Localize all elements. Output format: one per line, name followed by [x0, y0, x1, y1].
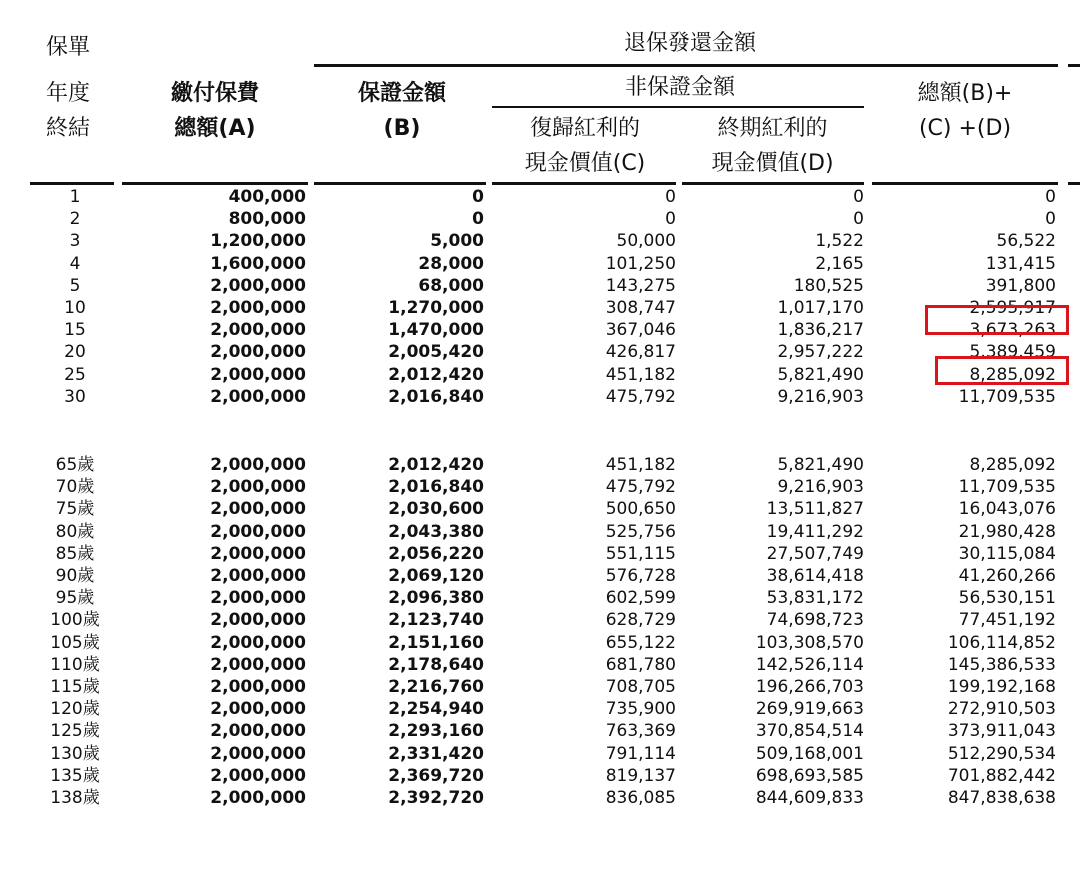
policy-year-cell: 138歲: [50, 788, 100, 808]
total-premium-cell: 2,000,000: [210, 677, 306, 697]
header-total-line1: 總額(B)+: [917, 81, 1013, 106]
reversionary-cell: 763,369: [605, 721, 676, 742]
guaranteed-cell: 2,043,380: [388, 521, 484, 542]
guaranteed-cell: 2,096,380: [388, 588, 484, 609]
policy-year-cell: 85歲: [55, 543, 95, 564]
guaranteed-cell: 2,016,840: [388, 386, 484, 407]
terminal-cell: 142,526,114: [755, 654, 864, 675]
header-terminal-line2: 現金價值(D): [711, 151, 834, 176]
total-premium-cell: 2,000,000: [210, 788, 306, 808]
guaranteed-cell: 2,123,740: [388, 610, 484, 631]
terminal-cell: 1,522: [815, 231, 864, 252]
guaranteed-cell: 2,331,420: [388, 743, 484, 764]
guaranteed-cell: 2,030,600: [388, 499, 484, 520]
terminal-cell: 19,411,292: [766, 521, 864, 542]
policy-year-cell: 20: [64, 342, 86, 363]
reversionary-cell: 308,747: [605, 298, 676, 318]
total-premium-cell: 2,000,000: [210, 765, 306, 786]
total-cell: 56,530,151: [958, 588, 1056, 609]
header-guaranteed-line2: (B): [383, 116, 421, 141]
total-cell: 0: [1045, 187, 1056, 207]
policy-year-cell: 5: [69, 275, 81, 296]
policy-year-cell: 100歲: [50, 610, 100, 631]
guaranteed-cell: 2,254,940: [388, 699, 484, 720]
policy-year-cell: 15: [64, 320, 86, 341]
terminal-cell: 0: [853, 187, 864, 207]
policy-year-cell: 125歲: [50, 721, 100, 742]
total-premium-cell: 2,000,000: [210, 521, 306, 542]
total-cell: 11,709,535: [958, 386, 1056, 407]
total-premium-cell: 2,000,000: [210, 632, 306, 653]
total-cell: 373,911,043: [947, 721, 1056, 742]
terminal-cell: 1,017,170: [777, 298, 864, 318]
total-premium-cell: 2,000,000: [210, 364, 306, 385]
terminal-cell: 5,821,490: [777, 364, 864, 385]
guaranteed-cell: 2,012,420: [388, 364, 484, 385]
policy-year-cell: 75歲: [55, 499, 95, 520]
terminal-cell: 53,831,172: [766, 588, 864, 609]
guaranteed-cell: 1,470,000: [388, 320, 484, 341]
terminal-cell: 13,511,827: [766, 499, 864, 520]
total-premium-cell: 2,000,000: [210, 610, 306, 631]
guaranteed-cell: 2,178,640: [388, 654, 484, 675]
total-cell: 199,192,168: [947, 677, 1056, 697]
policy-year-cell: 115歲: [50, 677, 100, 697]
guaranteed-cell: 2,069,120: [388, 566, 484, 586]
policy-year-cell: 30: [64, 386, 86, 407]
reversionary-cell: 708,705: [605, 677, 676, 697]
total-cell: 8,285,092: [969, 364, 1056, 385]
total-premium-cell: 2,000,000: [210, 342, 306, 363]
total-premium-cell: 2,000,000: [210, 499, 306, 520]
header-total-line2: (C) +(D): [918, 116, 1012, 141]
total-cell: 41,260,266: [958, 566, 1056, 586]
reversionary-cell: 500,650: [605, 499, 676, 520]
total-premium-cell: 1,200,000: [210, 231, 306, 252]
terminal-cell: 698,693,585: [755, 765, 864, 786]
reversionary-cell: 451,182: [605, 455, 676, 475]
total-premium-cell: 2,000,000: [210, 743, 306, 764]
terminal-cell: 180,525: [793, 275, 864, 296]
guaranteed-cell: 2,293,160: [388, 721, 484, 742]
policy-year-cell: 120歲: [50, 699, 100, 720]
total-premium-cell: 2,000,000: [210, 566, 306, 586]
total-premium-cell: 1,600,000: [210, 253, 306, 274]
highlight-box-row-10: [925, 305, 1069, 335]
total-cell: 0: [1045, 209, 1056, 230]
policy-year-cell: 65歲: [55, 455, 95, 475]
guaranteed-cell: 2,392,720: [388, 788, 484, 808]
total-premium-cell: 2,000,000: [210, 320, 306, 341]
terminal-cell: 370,854,514: [755, 721, 864, 742]
terminal-cell: 509,168,001: [755, 743, 864, 764]
terminal-cell: 1,836,217: [777, 320, 864, 341]
policy-year-cell: 4: [69, 253, 81, 274]
guaranteed-cell: 2,151,160: [388, 632, 484, 653]
terminal-cell: 5,821,490: [777, 455, 864, 475]
total-cell: 21,980,428: [958, 521, 1056, 542]
terminal-cell: 38,614,418: [766, 566, 864, 586]
total-cell: 16,043,076: [958, 499, 1056, 520]
guaranteed-cell: 68,000: [418, 275, 484, 296]
header-policy-year-line3: 終結: [46, 116, 91, 141]
total-cell: 701,882,442: [947, 765, 1056, 786]
terminal-cell: 2,957,222: [777, 342, 864, 363]
terminal-cell: 9,216,903: [777, 386, 864, 407]
total-premium-cell: 2,000,000: [210, 275, 306, 296]
reversionary-cell: 475,792: [605, 386, 676, 407]
highlight-box-row-20: [935, 356, 1069, 385]
total-cell: 512,290,534: [947, 743, 1056, 764]
total-premium-cell: 2,000,000: [210, 477, 306, 498]
policy-year-cell: 130歲: [50, 743, 100, 764]
policy-year-cell: 10: [64, 298, 86, 318]
total-premium-cell: 2,000,000: [210, 455, 306, 475]
reversionary-cell: 735,900: [605, 699, 676, 720]
policy-year-cell: 90歲: [55, 566, 95, 586]
total-premium-cell: 2,000,000: [210, 699, 306, 720]
guaranteed-cell: 0: [472, 209, 484, 230]
total-cell: 847,838,638: [947, 788, 1056, 808]
header-policy-year-line2: 年度: [46, 81, 91, 106]
reversionary-cell: 0: [665, 209, 676, 230]
policy-year-cell: 70歲: [55, 477, 95, 498]
reversionary-cell: 791,114: [605, 743, 676, 764]
total-premium-cell: 2,000,000: [210, 721, 306, 742]
header-reversionary-line1: 復歸紅利的: [529, 116, 640, 141]
reversionary-cell: 367,046: [605, 320, 676, 341]
reversionary-cell: 551,115: [605, 543, 676, 564]
guaranteed-cell: 5,000: [430, 231, 484, 252]
policy-year-cell: 80歲: [55, 521, 95, 542]
reversionary-cell: 628,729: [605, 610, 676, 631]
policy-year-cell: 2: [69, 209, 81, 230]
header-total-premium-line2: 總額(A): [174, 116, 256, 141]
policy-year-cell: 3: [69, 231, 81, 252]
terminal-cell: 269,919,663: [755, 699, 864, 720]
total-premium-cell: 800,000: [228, 209, 306, 230]
guaranteed-cell: 0: [472, 187, 484, 207]
terminal-cell: 27,507,749: [766, 543, 864, 564]
guaranteed-cell: 2,216,760: [388, 677, 484, 697]
total-premium-cell: 2,000,000: [210, 298, 306, 318]
header-nonguaranteed-title: 非保證金額: [624, 75, 735, 100]
policy-year-cell: 110歲: [50, 654, 100, 675]
header-surrender-title: 退保發還金額: [623, 31, 756, 56]
reversionary-cell: 681,780: [605, 654, 676, 675]
total-cell: 3,673,263: [969, 320, 1056, 341]
reversionary-cell: 50,000: [616, 231, 676, 252]
policy-year-cell: 135歲: [50, 765, 100, 786]
total-premium-cell: 400,000: [228, 187, 306, 207]
total-premium-cell: 2,000,000: [210, 386, 306, 407]
guaranteed-cell: 1,270,000: [388, 298, 484, 318]
terminal-cell: 0: [853, 209, 864, 230]
reversionary-cell: 525,756: [605, 521, 676, 542]
total-premium-cell: 2,000,000: [210, 654, 306, 675]
policy-year-cell: 1: [69, 187, 81, 207]
terminal-cell: 844,609,833: [755, 788, 864, 808]
policy-year-cell: 95歲: [55, 588, 95, 609]
guaranteed-cell: 2,056,220: [388, 543, 484, 564]
reversionary-cell: 475,792: [605, 477, 676, 498]
terminal-cell: 2,165: [815, 253, 864, 274]
total-cell: 5,389,459: [969, 342, 1056, 363]
total-cell: 391,800: [985, 275, 1056, 296]
total-cell: 56,522: [996, 231, 1056, 252]
total-cell: 77,451,192: [958, 610, 1056, 631]
total-cell: 2,595,917: [969, 298, 1056, 318]
total-cell: 145,386,533: [947, 654, 1056, 675]
reversionary-cell: 143,275: [605, 275, 676, 296]
terminal-cell: 74,698,723: [766, 610, 864, 631]
reversionary-cell: 602,599: [605, 588, 676, 609]
guaranteed-cell: 2,016,840: [388, 477, 484, 498]
header-total-premium-line1: 繳付保費: [170, 81, 259, 106]
header-reversionary-line2: 現金價值(C): [524, 151, 646, 176]
total-cell: 272,910,503: [947, 699, 1056, 720]
reversionary-cell: 836,085: [605, 788, 676, 808]
terminal-cell: 196,266,703: [755, 677, 864, 697]
total-cell: 106,114,852: [947, 632, 1056, 653]
terminal-cell: 103,308,570: [755, 632, 864, 653]
terminal-cell: 9,216,903: [777, 477, 864, 498]
total-premium-cell: 2,000,000: [210, 543, 306, 564]
reversionary-cell: 576,728: [605, 566, 676, 586]
reversionary-cell: 819,137: [605, 765, 676, 786]
policy-year-cell: 25: [64, 364, 86, 385]
guaranteed-cell: 28,000: [418, 253, 484, 274]
total-cell: 30,115,084: [958, 543, 1056, 564]
total-premium-cell: 2,000,000: [210, 588, 306, 609]
header-guaranteed-line1: 保證金額: [357, 81, 446, 106]
header-policy-year-line1: 保單: [46, 35, 91, 60]
reversionary-cell: 451,182: [605, 364, 676, 385]
reversionary-cell: 101,250: [605, 253, 676, 274]
reversionary-cell: 0: [665, 187, 676, 207]
guaranteed-cell: 2,005,420: [388, 342, 484, 363]
total-cell: 11,709,535: [958, 477, 1056, 498]
reversionary-cell: 426,817: [605, 342, 676, 363]
total-cell: 8,285,092: [969, 455, 1056, 475]
total-cell: 131,415: [985, 253, 1056, 274]
reversionary-cell: 655,122: [605, 632, 676, 653]
guaranteed-cell: 2,369,720: [388, 765, 484, 786]
guaranteed-cell: 2,012,420: [388, 455, 484, 475]
policy-year-cell: 105歲: [50, 632, 100, 653]
header-terminal-line1: 終期紅利的: [717, 116, 828, 141]
